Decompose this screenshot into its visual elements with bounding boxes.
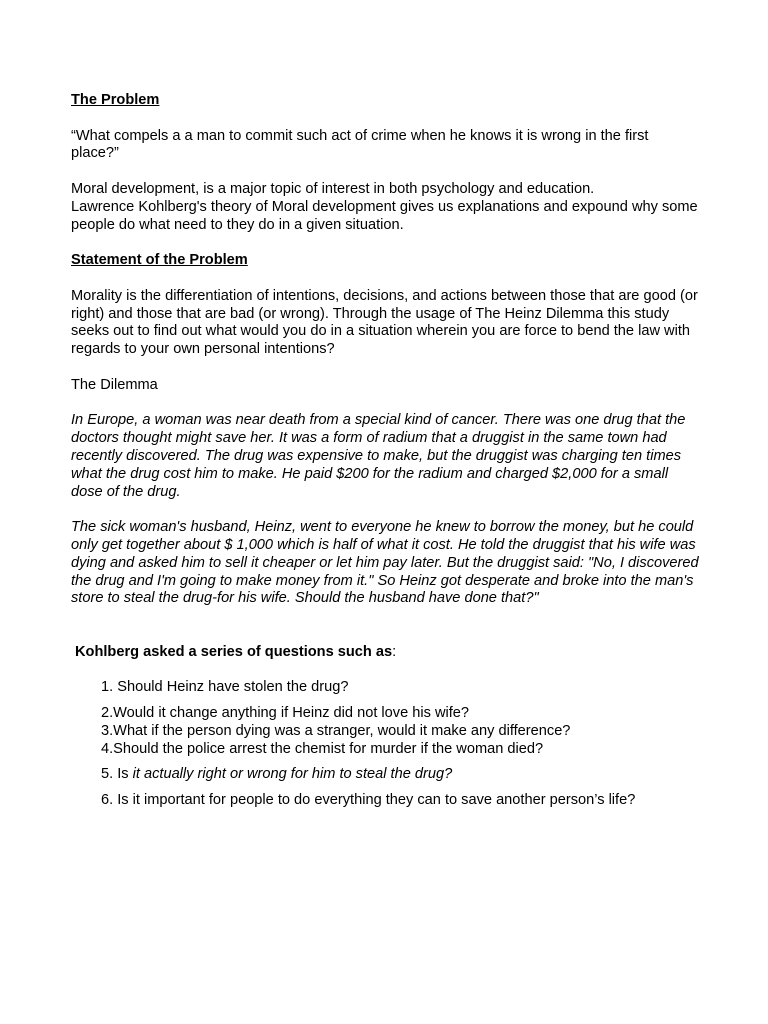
dilemma-heading: The Dilemma — [71, 376, 158, 393]
question-4: 4.Should the police arrest the chemist for murder if the woman died? — [101, 740, 544, 757]
spacer — [71, 395, 699, 413]
question-2: 2.Would it change anything if Heinz did not love his wife? — [101, 705, 470, 722]
spacer — [101, 784, 699, 792]
spacer — [71, 234, 699, 252]
questions-heading-text: Kohlberg asked a series of questions such as — [75, 643, 393, 660]
problem-quote: “What compels a a man to commit such act of crime when he knows it is wrong in the first place?” — [71, 127, 649, 162]
spacer — [71, 163, 699, 181]
questions-heading — [71, 644, 699, 662]
spacer — [101, 758, 699, 766]
questions-heading-colon: : — [392, 643, 397, 660]
statement-heading: Statement of the Problem — [71, 252, 248, 269]
spacer — [71, 110, 699, 128]
problem-heading: The Problem — [71, 92, 160, 108]
question-list — [71, 679, 699, 810]
question-3: 3.What if the person dying was a stranger, would it make any difference? — [101, 722, 571, 739]
spacer — [71, 608, 699, 626]
question-5 — [101, 766, 699, 784]
question-1: 1. Should Heinz have stolen the drug? — [101, 679, 349, 696]
spacer — [71, 662, 699, 680]
spacer — [71, 501, 699, 519]
question-6: 6. Is it important for people to do everything they can to save another person’s life? — [101, 792, 636, 809]
question-5-prefix: 5. Is — [101, 766, 129, 783]
problem-paragraph-line1: Moral development, is a major topic of interest in both psychology and education. — [71, 180, 595, 197]
dilemma-story-part1: In Europe, a woman was near death from a special kind of cancer. There was one drug that the doctors thought might save her. It was a form of radium that a druggist in the same town had recently discovered. The drug was expensive to make, but the druggist was charging ten times what the drug cost him to make. He paid $200 for the radium and charged $2,000 for a small dose of the drug. — [71, 412, 686, 500]
spacer — [71, 626, 699, 644]
statement-paragraph: Morality is the differentiation of intentions, decisions, and actions between those that are good (or right) and those that are bad (or wrong). Through the usage of The Heinz Dilemma this study seeks out to find out what would you do in a situation wherein you are force to bend the law with regards to your own personal intentions? — [71, 287, 698, 358]
document-page — [71, 92, 699, 810]
spacer — [71, 359, 699, 377]
dilemma-story-part2: The sick woman's husband, Heinz, went to everyone he knew to borrow the money, but he could only get together about $ 1,000 which is half of what it cost. He told the druggist that his wife was dying and asked him to sell it cheaper or let him pay later. But the druggist said: "No, I discovered the drug and I'm going to make money from it." So Heinz got desperate and broke into the man's store to steal the drug-for his wife. Should the husband have done that?" — [71, 519, 699, 607]
question-5-italic: it actually right or wrong for him to steal the drug? — [128, 766, 453, 783]
spacer — [71, 270, 699, 288]
spacer — [101, 697, 699, 705]
problem-paragraph-line2: Lawrence Kohlberg's theory of Moral development gives us explanations and expound why some people do what need to they do in a given situation. — [71, 198, 698, 233]
